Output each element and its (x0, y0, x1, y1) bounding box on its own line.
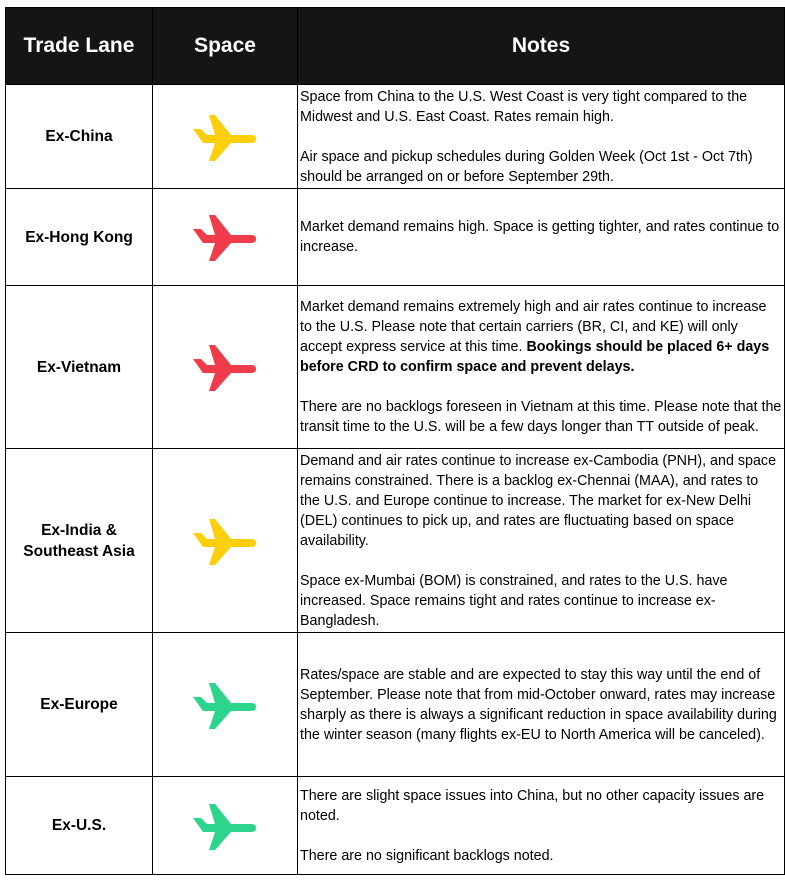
note-paragraph (300, 87, 782, 127)
note-paragraph (300, 665, 782, 745)
note-paragraph (300, 571, 782, 631)
note-text: There are slight space issues into China, but no other capacity issues are noted. (300, 787, 765, 824)
note-paragraph (300, 786, 782, 826)
table-row (6, 777, 785, 875)
airplane-yellow-icon (193, 517, 257, 565)
table-row (6, 85, 785, 189)
table-row (6, 189, 785, 286)
space-status (153, 633, 298, 777)
table-row (6, 449, 785, 633)
notes-cell (298, 777, 785, 875)
note-bold-text: Bookings should be placed 6+ days before CRD to confirm space and prevent delays. (300, 339, 770, 375)
trade-lane-name: Ex-Vietnam (6, 286, 153, 449)
trade-lane-table (5, 7, 785, 875)
airplane-red-icon (193, 213, 257, 261)
note-text: Space from China to the U.S. West Coast is very tight compared to the Midwest and U.S. East Coast. Rates remain high. (300, 88, 748, 125)
airplane-red-icon (193, 343, 257, 391)
table-row (6, 286, 785, 449)
note-paragraph (300, 217, 782, 257)
note-text: There are no backlogs foreseen in Vietnam at this time. Please note that the transit time to the U.S. will be a few days longer than TT outside of peak. (300, 399, 782, 435)
note-paragraph (300, 297, 782, 377)
table-row (6, 633, 785, 777)
note-text: Market demand remains extremely high and air rates continue to increase to the U.S. Please note that certain carriers (BR, CI, and KE) will only accept express service at this time. (300, 299, 767, 355)
notes-cell (298, 633, 785, 777)
note-text: Space ex-Mumbai (BOM) is constrained, and rates to the U.S. have increased. Space remains tight and rates continue to increase ex-Bangladesh. (300, 572, 728, 629)
airplane-green-icon (193, 681, 257, 729)
note-text: Demand and air rates continue to increase ex-Cambodia (PNH), and space remains constrained. There is a backlog ex-Chennai (MAA), and rates to the U.S. and Europe continue to increase. The market for ex-New Delhi (DEL) continues to pick up, and rates are fluctuating based on space availability. (300, 452, 777, 549)
trade-lane-name: Ex-China (6, 85, 153, 189)
trade-lane-name: Ex-U.S. (6, 777, 153, 875)
airplane-green-icon (193, 802, 257, 850)
header-trade-lane: Trade Lane (6, 8, 153, 85)
note-paragraph (300, 147, 782, 187)
note-text: There are no significant backlogs noted. (300, 847, 554, 864)
space-status (153, 85, 298, 189)
notes-cell (298, 189, 785, 286)
airplane-yellow-icon (193, 113, 257, 161)
trade-lane-name: Ex-Hong Kong (6, 189, 153, 286)
notes-cell (298, 85, 785, 189)
notes-cell (298, 286, 785, 449)
space-status (153, 286, 298, 449)
note-paragraph (300, 451, 782, 551)
trade-lane-name: Ex-India & Southeast Asia (6, 449, 153, 633)
trade-lane-name: Ex-Europe (6, 633, 153, 777)
space-status (153, 189, 298, 286)
note-paragraph (300, 397, 782, 437)
note-text: Market demand remains high. Space is getting tighter, and rates continue to increase. (300, 219, 780, 255)
header-space: Space (153, 8, 298, 85)
note-text: Air space and pickup schedules during Golden Week (Oct 1st - Oct 7th) should be arranged on or before September 29th. (300, 148, 753, 185)
note-text: Rates/space are stable and are expected to stay this way until the end of September. Please note that from mid-October onward, rates may increase sharply as there is always a significant reduction in space availability during the winter season (many flights ex-EU to North America will be canceled). (300, 666, 777, 743)
notes-cell (298, 449, 785, 633)
space-status (153, 777, 298, 875)
header-notes: Notes (298, 8, 785, 85)
space-status (153, 449, 298, 633)
note-paragraph (300, 846, 782, 866)
